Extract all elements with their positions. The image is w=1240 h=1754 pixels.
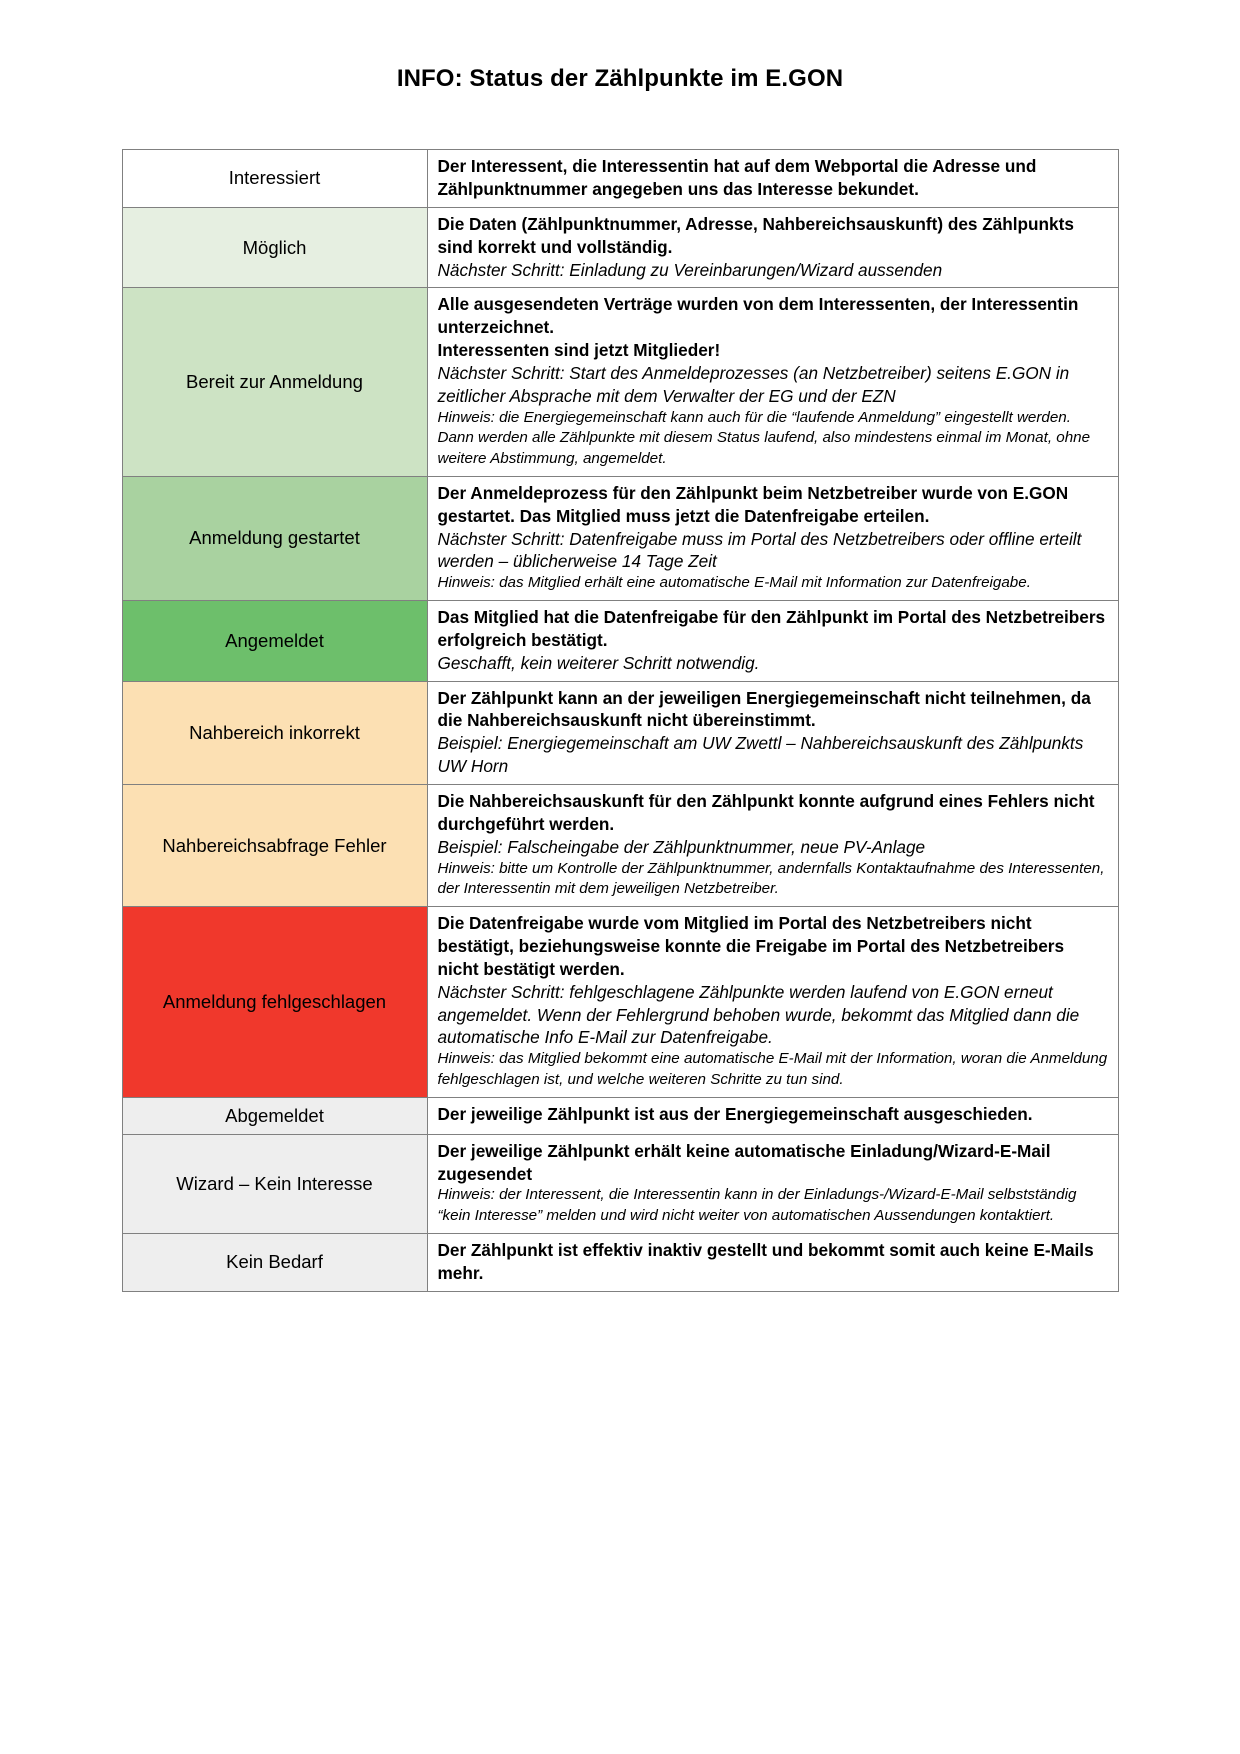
hint-text: Hinweis: die Energiegemeinschaft kann auch für die “laufende Anmeldung” eingestellt werden. Dann werden alle Zählpunkte mit diesem Status laufend, also mindestens einmal im Monat, ohne weitere Abstimmung, angemeldet. xyxy=(437,408,1091,468)
status-description xyxy=(427,1134,1118,1233)
table-row xyxy=(122,785,1118,907)
status-description xyxy=(427,785,1118,907)
description-text: Der Zählpunkt ist effektiv inaktiv gestellt und bekommt somit auch keine E-Mails mehr. xyxy=(437,1239,1094,1283)
description-text: Der jeweilige Zählpunkt erhält keine automatische Einladung/Wizard-E-Mail zugesendet xyxy=(437,1140,1051,1184)
description-text: Alle ausgesendeten Verträge wurden von dem Interessenten, der Interessentin unterzeichnet. xyxy=(437,294,1079,338)
status-badge: Nahbereichsabfrage Fehler xyxy=(122,785,427,907)
description-text: Die Nahbereichsauskunft für den Zählpunkt konnte aufgrund eines Fehlers nicht durchgeführt werden. xyxy=(437,791,1095,834)
hint-text: Hinweis: bitte um Kontrolle der Zählpunktnummer, andernfalls Kontaktaufnahme des Interessenten, der Interessentin mit dem jeweiligen Netzbetreiber. xyxy=(437,859,1105,898)
next-step-text: Geschafft, kein weiterer Schritt notwendig. xyxy=(437,652,760,673)
status-description xyxy=(427,600,1118,681)
status-description xyxy=(427,476,1118,600)
status-table xyxy=(122,149,1119,1292)
hint-text: Hinweis: das Mitglied bekommt eine automatische E-Mail mit der Information, woran die Anmeldung fehlgeschlagen ist, und welche weiteren Schritte zu tun sind. xyxy=(437,1050,1108,1088)
status-description xyxy=(427,1097,1118,1134)
status-description xyxy=(427,681,1118,785)
status-description xyxy=(427,150,1118,208)
status-badge: Bereit zur Anmeldung xyxy=(122,288,427,476)
table-row xyxy=(122,907,1118,1098)
hint-text: Hinweis: das Mitglied erhält eine automatische E-Mail mit Information zur Datenfreigabe. xyxy=(437,574,1031,592)
status-badge: Kein Bedarf xyxy=(122,1233,427,1291)
table-row xyxy=(122,1233,1118,1291)
status-badge: Anmeldung gestartet xyxy=(122,476,427,600)
status-badge: Möglich xyxy=(122,207,427,288)
table-row xyxy=(122,207,1118,288)
next-step-text: Nächster Schritt: Einladung zu Vereinbarungen/Wizard aussenden xyxy=(437,259,943,280)
status-table-body xyxy=(122,150,1118,1292)
status-description xyxy=(427,207,1118,288)
description-text: Der Interessent, die Interessentin hat auf dem Webportal die Adresse und Zählpunktnummer angegeben uns das Interesse bekundet. xyxy=(437,156,1037,199)
status-badge: Nahbereich inkorrekt xyxy=(122,681,427,785)
description-text: Interessenten sind jetzt Mitglieder! xyxy=(437,340,721,361)
next-step-text: Beispiel: Energiegemeinschaft am UW Zwettl – Nahbereichsauskunft des Zählpunkts UW Horn xyxy=(437,733,1084,777)
status-badge: Wizard – Kein Interesse xyxy=(122,1134,427,1233)
hint-text: Hinweis: der Interessent, die Interessentin kann in der Einladungs-/Wizard-E-Mail selbstständig “kein Interesse” melden und wird nicht weiter von automatischen Aussendungen kontaktiert. xyxy=(437,1186,1077,1225)
table-row xyxy=(122,1134,1118,1233)
status-badge: Anmeldung fehlgeschlagen xyxy=(122,907,427,1098)
table-row xyxy=(122,681,1118,785)
status-description xyxy=(427,288,1118,476)
table-row xyxy=(122,288,1118,476)
description-text: Das Mitglied hat die Datenfreigabe für den Zählpunkt im Portal des Netzbetreibers erfolgreich bestätigt. xyxy=(437,606,1106,650)
description-text: Die Datenfreigabe wurde vom Mitglied im Portal des Netzbetreibers nicht bestätigt, beziehungsweise konnte die Freigabe im Portal des Netzbetreibers nicht bestätigt werden. xyxy=(437,913,1065,979)
next-step-text: Beispiel: Falscheingabe der Zählpunktnummer, neue PV-Anlage xyxy=(437,836,926,857)
table-row xyxy=(122,1097,1118,1134)
status-badge: Interessiert xyxy=(122,150,427,208)
status-badge: Abgemeldet xyxy=(122,1097,427,1134)
description-text: Die Daten (Zählpunktnummer, Adresse, Nahbereichsauskunft) des Zählpunkts sind korrekt und vollständig. xyxy=(437,213,1074,257)
table-row xyxy=(122,150,1118,208)
status-badge: Angemeldet xyxy=(122,600,427,681)
next-step-text: Nächster Schritt: Start des Anmeldeprozesses (an Netzbetreiber) seitens E.GON in zeitlicher Absprache mit dem Verwalter der EG und der EZN xyxy=(437,363,1070,406)
table-row xyxy=(122,600,1118,681)
page-title: INFO: Status der Zählpunkte im E.GON xyxy=(396,65,844,92)
status-description xyxy=(427,1233,1118,1291)
table-row xyxy=(122,476,1118,600)
next-step-text: Nächster Schritt: Datenfreigabe muss im Portal des Netzbetreibers oder offline erteilt werden – üblicherweise 14 Tage Zeit xyxy=(437,528,1082,572)
description-text: Der jeweilige Zählpunkt ist aus der Energiegemeinschaft ausgeschieden. xyxy=(437,1103,1033,1124)
description-text: Der Zählpunkt kann an der jeweiligen Energiegemeinschaft nicht teilnehmen, da die Nahbereichsauskunft nicht übereinstimmt. xyxy=(437,687,1091,731)
status-description xyxy=(427,907,1118,1098)
description-text: Der Anmeldeprozess für den Zählpunkt beim Netzbetreiber wurde von E.GON gestartet. Das Mitglied muss jetzt die Datenfreigabe erteilen. xyxy=(437,482,1069,526)
next-step-text: Nächster Schritt: fehlgeschlagene Zählpunkte werden laufend von E.GON erneut angemeldet. Wenn der Fehlergrund behoben wurde, bekommt das Mitglied dann die automatische Info E-Mail zur Datenfreigabe. xyxy=(437,981,1080,1048)
